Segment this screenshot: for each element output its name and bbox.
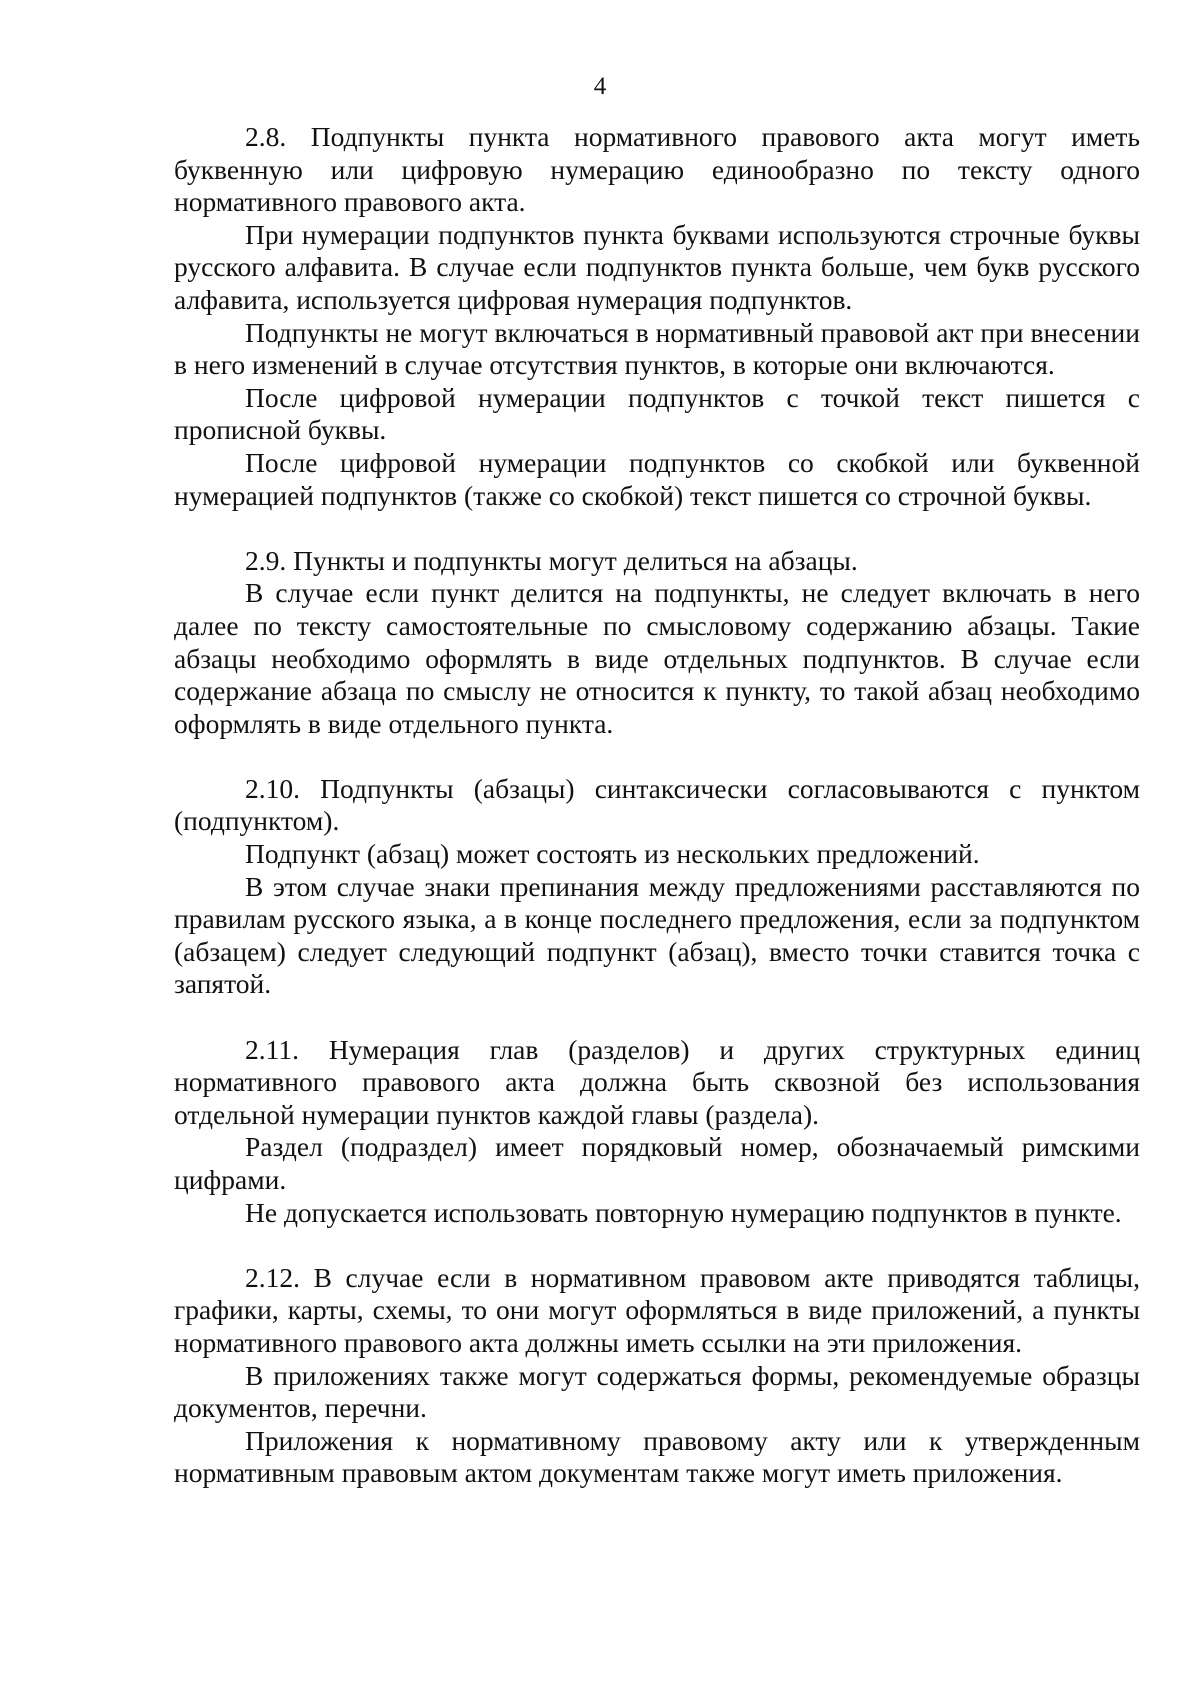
document-body [174, 121, 1140, 1490]
page-number: 4 [593, 73, 607, 100]
paragraph: 2.9. Пункты и подпункты могут делиться на абзацы. [245, 544, 858, 576]
paragraph: 2.11. Нумерация глав (разделов) и других структурных единиц нормативного правового акта должна быть сквозной без использования отдельной нумерации пунктов каждой главы (раздела). [174, 1033, 1140, 1130]
paragraph: В случае если пункт делится на подпункты, не следует включать в него далее по тексту самостоятельные по смысловому содержанию абзацы. Такие абзацы необходимо оформлять в виде отдельных подпунктов. В случае если содержание абзаца по смыслу не относится к пункту, то такой абзац необходимо оформлять в виде отдельного пункта. [174, 577, 1140, 739]
paragraph: 2.10. Подпункты (абзацы) синтаксически согласовываются с пунктом (подпунктом). [174, 772, 1140, 837]
paragraph: Раздел (подраздел) имеет порядковый номер, обозначаемый римскими цифрами. [174, 1131, 1140, 1195]
paragraph: Не допускается использовать повторную нумерацию подпунктов в пункте. [245, 1196, 1122, 1228]
paragraph: После цифровой нумерации подпунктов со скобкой или буквенной нумерацией подпунктов (также со скобкой) текст пишется со строчной буквы. [174, 446, 1140, 511]
paragraph: В приложениях также могут содержаться формы, рекомендуемые образцы документов, перечни. [174, 1359, 1140, 1424]
paragraph: Подпункты не могут включаться в нормативный правовой акт при внесении в него изменений в случае отсутствия пунктов, в которые они включаются. [174, 316, 1140, 381]
section-2-10 [174, 773, 1140, 1001]
paragraph: В этом случае знаки препинания между предложениями расставляются по правилам русского языка, а в конце последнего предложения, если за подпунктом (абзацем) следует следующий подпункт (абзац), вместо точки ставится точка с запятой. [174, 870, 1140, 1000]
paragraph: 2.12. В случае если в нормативном правовом акте приводятся таблицы, графики, карты, схемы, то они могут оформляться в виде приложений, а пункты нормативного правового акта должны иметь ссылки на эти приложения. [174, 1261, 1140, 1358]
section-2-9 [174, 545, 1140, 741]
section-2-12 [174, 1262, 1140, 1490]
section-2-11 [174, 1034, 1140, 1230]
section-2-8 [174, 121, 1140, 512]
paragraph: Подпункт (абзац) может состоять из нескольких предложений. [245, 838, 980, 870]
paragraph: Приложения к нормативному правовому акту или к утвержденным нормативным правовым актом документам также могут иметь приложения. [174, 1424, 1140, 1489]
paragraph: После цифровой нумерации подпунктов с точкой текст пишется с прописной буквы. [174, 381, 1140, 446]
paragraph: При нумерации подпунктов пункта буквами используются строчные буквы русского алфавита. В случае если подпунктов пункта больше, чем букв русского алфавита, используется цифровая нумерация подпунктов. [174, 218, 1140, 315]
paragraph: 2.8. Подпункты пункта нормативного правового акта могут иметь буквенную или цифровую нумерацию единообразно по тексту одного нормативного правового акта. [174, 121, 1140, 218]
